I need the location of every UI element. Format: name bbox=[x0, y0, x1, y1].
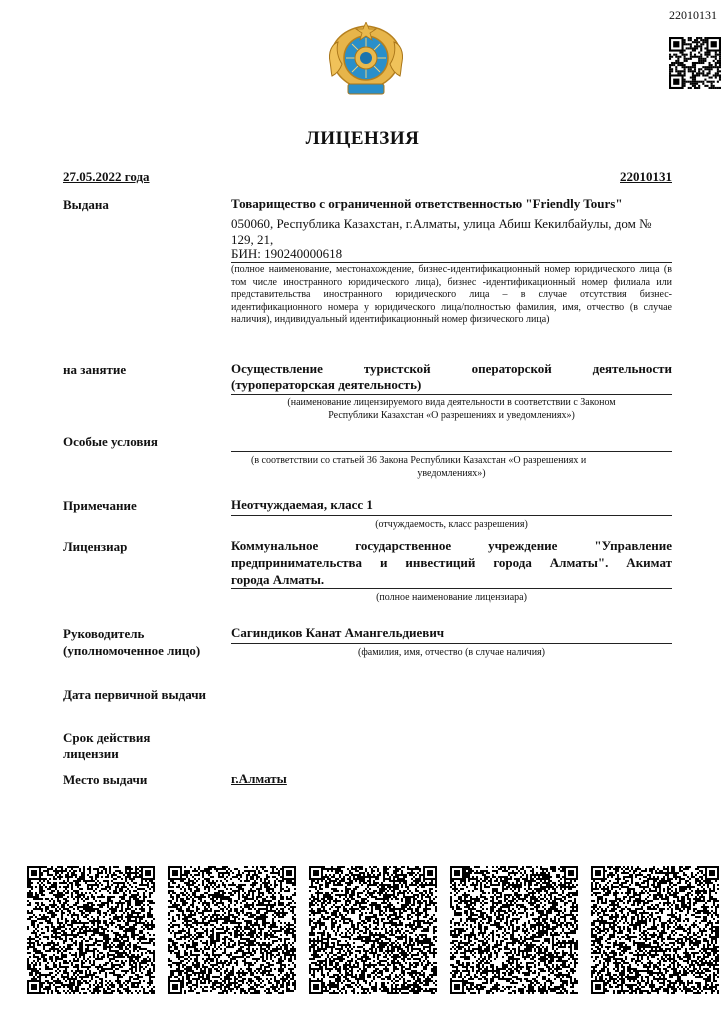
licensor-value-line1: Коммунальное государственное учреждение "Управление bbox=[231, 538, 672, 553]
activity-value-line2: (туроператорская деятельность) bbox=[231, 377, 422, 392]
special-conditions-note-line2: уведомлениях») bbox=[417, 468, 486, 479]
place-value: г.Алматы bbox=[231, 771, 287, 786]
remark-note: (отчуждаемость, класс разрешения) bbox=[375, 519, 528, 530]
head-note: (фамилия, имя, отчество (в случае наличия) bbox=[358, 647, 545, 658]
divider bbox=[231, 451, 672, 452]
head-value: Сагиндиков Канат Амангельдиевич bbox=[231, 625, 445, 640]
issued-to-name: Товарищество с ограниченной ответственностью "Friendly Tours" bbox=[231, 196, 623, 211]
issued-to-address-line2: 129, 21, bbox=[231, 232, 274, 247]
qr-code-icon bbox=[27, 866, 155, 994]
special-conditions-label: Особые условия bbox=[63, 434, 158, 449]
special-conditions-note-line1: (в соответствии со статьей 36 Закона Республики Казахстан «О разрешениях и bbox=[251, 455, 587, 466]
issue-date: 27.05.2022 года bbox=[63, 169, 150, 184]
divider bbox=[231, 588, 672, 589]
activity-label: на занятие bbox=[63, 362, 127, 377]
licensor-note: (полное наименование лицензиара) bbox=[376, 592, 527, 603]
divider bbox=[231, 394, 672, 395]
document-number: 22010131 bbox=[669, 8, 717, 22]
license-number: 22010131 bbox=[620, 169, 672, 184]
validity-label-line1: Срок действия bbox=[63, 730, 151, 745]
divider bbox=[231, 515, 672, 516]
qr-code-icon bbox=[309, 866, 437, 994]
qr-code-icon bbox=[591, 866, 719, 994]
first-issue-label: Дата первичной выдачи bbox=[63, 687, 207, 702]
qr-code-icon bbox=[450, 866, 578, 994]
head-label-line1: Руководитель bbox=[63, 626, 145, 641]
qr-code-icon bbox=[669, 37, 721, 89]
issued-to-address-line1: 050060, Республика Казахстан, г.Алматы, улица Абиш Кекилбайулы, дом № bbox=[231, 216, 652, 231]
validity-label-line2: лицензии bbox=[63, 746, 119, 761]
remark-value: Неотчуждаемая, класс 1 bbox=[231, 497, 373, 512]
page-title: ЛИЦЕНЗИЯ bbox=[305, 128, 420, 149]
licensor-label: Лицензиар bbox=[63, 539, 128, 554]
kazakhstan-state-emblem-icon bbox=[326, 22, 406, 98]
licensor-value-line2: предпринимательства и инвестиций города Алматы". Акимат bbox=[231, 555, 672, 570]
activity-value-line1: Осуществление туристской операторской деятельности bbox=[231, 361, 672, 376]
head-label-line2: (уполномоченное лицо) bbox=[63, 643, 201, 658]
qr-code-icon bbox=[168, 866, 296, 994]
place-label: Место выдачи bbox=[63, 772, 148, 787]
issued-to-bin: БИН: 190240000618 bbox=[231, 246, 343, 261]
licensor-value-line3: города Алматы. bbox=[231, 572, 325, 587]
remark-label: Примечание bbox=[63, 498, 137, 513]
issued-to-note: (полное наименование, местонахождение, бизнес-идентификационный номер юридического лица (в том числе иностранного юридического лица), бизнес -идентификационный номер филиала или представительства иностранного юридического лица – в случае отсутствия бизнес-идентификационного номера у юридического лица/полностью фамилия, имя, отчество (в случае наличия), индивидуальный идентификационный номер физического лица) bbox=[231, 264, 672, 326]
activity-note-line1: (наименование лицензируемого вида деятельности в соответствии с Законом bbox=[287, 397, 616, 408]
divider bbox=[231, 643, 672, 644]
issued-to-label: Выдана bbox=[63, 197, 109, 212]
activity-note-line2: Республики Казахстан «О разрешениях и уведомлениях») bbox=[328, 410, 575, 421]
divider bbox=[231, 262, 672, 263]
